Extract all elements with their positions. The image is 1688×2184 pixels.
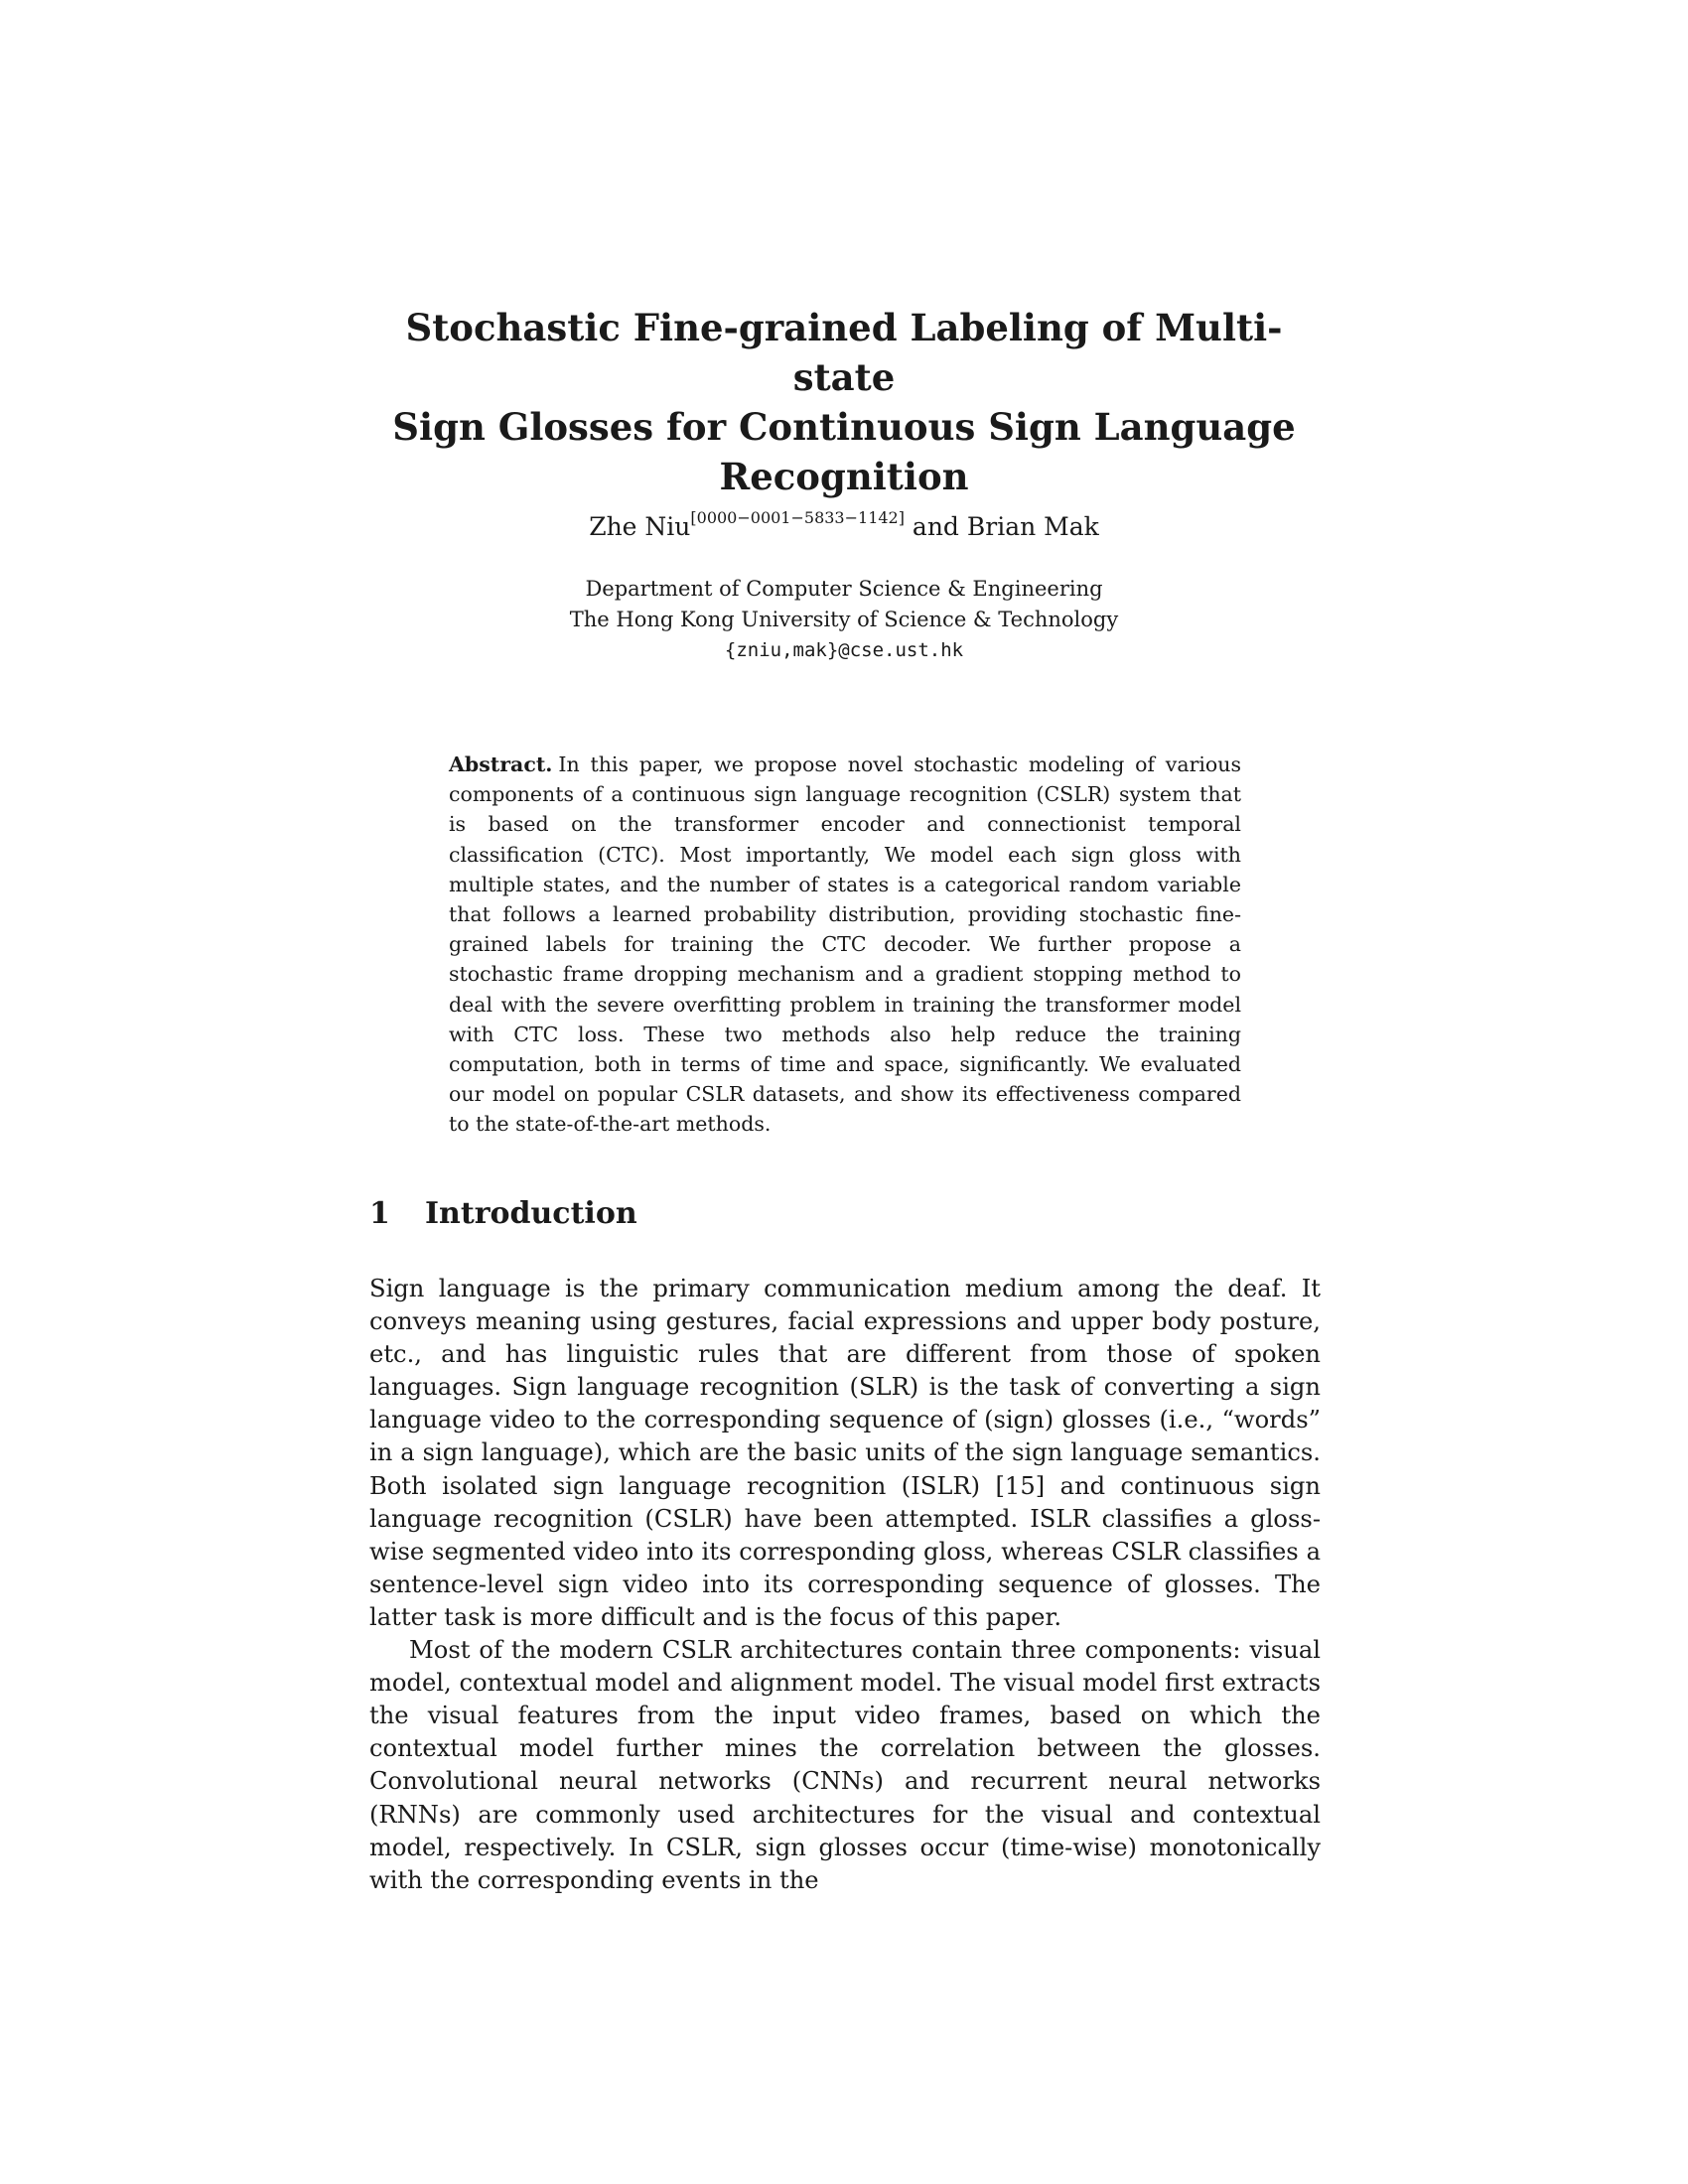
abstract-label: Abstract. [449, 752, 553, 776]
abstract [449, 750, 1241, 1140]
abstract-text: In this paper, we propose novel stochastic modeling of various components of a continuous sign language recognition (CSLR) system that is based on the transformer encoder and connectionist temporal classification (CTC). Most importantly, We model each sign gloss with multiple states, and the number of states is a categorical random variable that follows a learned probability distribution, providing stochastic fine-grained labels for training the CTC decoder. We further propose a stochastic frame dropping mechanism and a gradient stopping method to deal with the severe overfitting problem in training the transformer model with CTC loss. These two methods also help reduce the training computation, both in terms of time and space, significantly. We evaluated our model on popular CSLR datasets, and show its effectiveness compared to the state-of-the-art methods. [449, 752, 1241, 1137]
section-number: 1 [369, 1196, 390, 1231]
title-line-3: Recognition [719, 455, 969, 498]
author-list [367, 508, 1321, 543]
introduction-body [369, 1273, 1321, 1897]
affiliation [367, 574, 1321, 666]
title-line-2: Sign Glosses for Continuous Sign Language [392, 405, 1296, 449]
second-author: and Brian Mak [904, 512, 1099, 541]
paper-title [367, 303, 1321, 501]
paragraph: Sign language is the primary communication medium among the deaf. It conveys meaning using gestures, facial expressions and upper body posture, etc., and has linguistic rules that are different from those of spoken languages. Sign language recognition (SLR) is the task of converting a sign language video to the corresponding sequence of (sign) glosses (i.e., “words” in a sign language), which are the basic units of the sign language semantics. Both isolated sign language recognition (ISLR) [15] and continuous sign language recognition (CSLR) have been attempted. ISLR classifies a gloss-wise segmented video into its corresponding gloss, whereas CSLR classifies a sentence-level sign video into its corresponding sequence of glosses. The latter task is more difficult and is the focus of this paper. [369, 1275, 1321, 1631]
affiliation-department: Department of Computer Science & Engineering [585, 577, 1103, 601]
title-line-1: Stochastic Fine-grained Labeling of Multi-state [405, 306, 1283, 399]
section-heading-introduction [369, 1196, 637, 1231]
affiliation-university: The Hong Kong University of Science & Technology [569, 608, 1119, 631]
orcid-id: [0000−0001−5833−1142] [690, 508, 905, 527]
section-title: Introduction [425, 1196, 637, 1231]
paragraph: Most of the modern CSLR architectures contain three components: visual model, contextual model and alignment model. The visual model first extracts the visual features from the input video frames, based on which the contextual model further mines the correlation between the glosses. Convolutional neural networks (CNNs) and recurrent neural networks (RNNs) are commonly used architectures for the visual and contextual model, respectively. In CSLR, sign glosses occur (time-wise) monotonically with the corresponding events in the [369, 1636, 1321, 1894]
author-name: Zhe Niu [589, 512, 691, 541]
author-emails: {zniu,mak}@cse.ust.hk [724, 639, 964, 661]
